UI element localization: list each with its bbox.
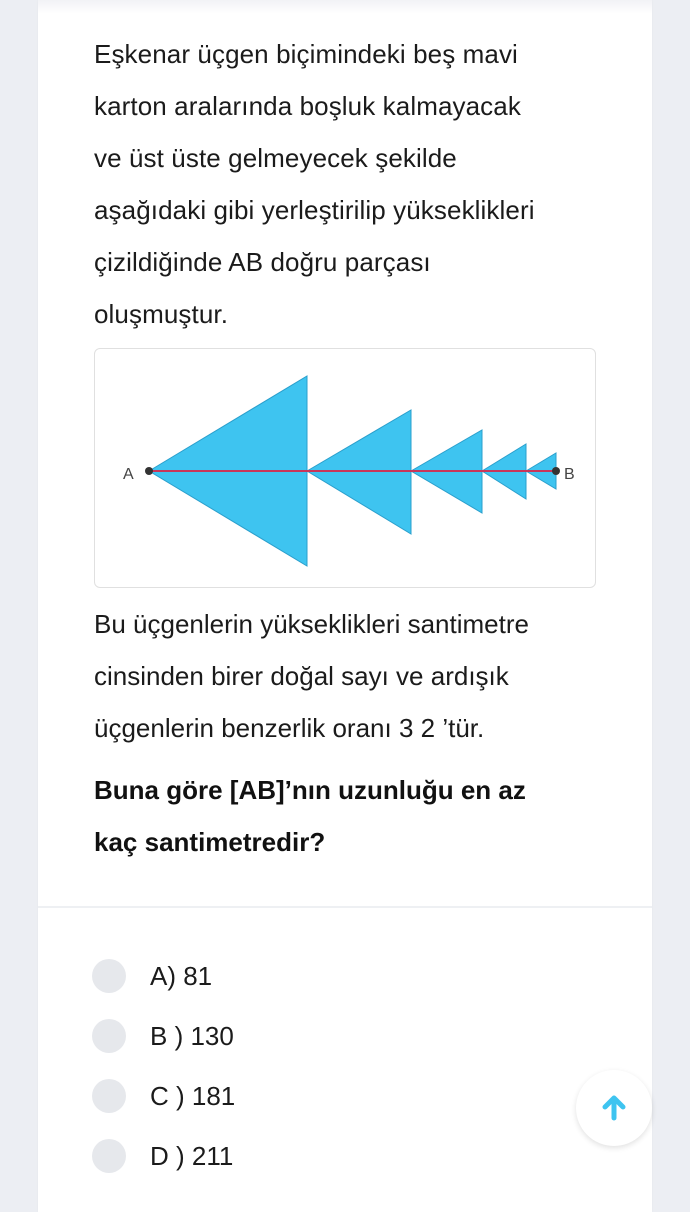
option-label: D ) 211: [150, 1140, 234, 1171]
question-prompt: [94, 764, 624, 868]
question-line: çizildiğinde AB doğru parçası: [94, 247, 431, 277]
radio-button[interactable]: [92, 1139, 126, 1173]
prompt-line: kaç santimetredir?: [94, 827, 326, 857]
question-line: oluşmuştur.: [94, 299, 229, 329]
radio-button[interactable]: [92, 1079, 126, 1113]
option-a[interactable]: [92, 946, 492, 1006]
option-label: A) 81: [150, 960, 213, 991]
info-line: cinsinden birer doğal sayı ve ardışık: [94, 661, 509, 691]
info-line: Bu üçgenlerin yükseklikleri santimetre: [94, 609, 529, 639]
point-a-label: A: [123, 466, 134, 483]
option-label: B ) 130: [150, 1020, 234, 1051]
option-c[interactable]: [92, 1066, 492, 1126]
radio-button[interactable]: [92, 1019, 126, 1053]
option-label: C ) 181: [150, 1080, 236, 1111]
point-a-dot: [145, 467, 153, 475]
radio-button[interactable]: [92, 959, 126, 993]
arrow-up-icon: [597, 1091, 631, 1125]
point-b-label: B: [564, 466, 575, 483]
divider: [38, 906, 652, 908]
question-card: [38, 0, 652, 1212]
question-line: karton aralarında boşluk kalmayacak: [94, 91, 521, 121]
scroll-to-top-button[interactable]: [576, 1070, 652, 1146]
triangle-figure-svg: [95, 349, 595, 587]
info-line: üçgenlerin benzerlik oranı 3 2 ’tür.: [94, 713, 485, 743]
option-b[interactable]: [92, 1006, 492, 1066]
option-d[interactable]: [92, 1126, 492, 1186]
point-b-dot: [552, 467, 560, 475]
info-text: [94, 598, 624, 754]
question-line: Eşkenar üçgen biçimindeki beş mavi: [94, 39, 518, 69]
top-shade: [38, 0, 652, 14]
question-line: aşağıdaki gibi yerleştirilip yükseklikleri: [94, 195, 535, 225]
question-line: ve üst üste gelmeyecek şekilde: [94, 143, 457, 173]
question-text: [94, 28, 614, 340]
triangle-figure: [94, 348, 596, 588]
answer-options: [92, 946, 492, 1186]
prompt-line: Buna göre [AB]’nın uzunluğu en az: [94, 775, 526, 805]
